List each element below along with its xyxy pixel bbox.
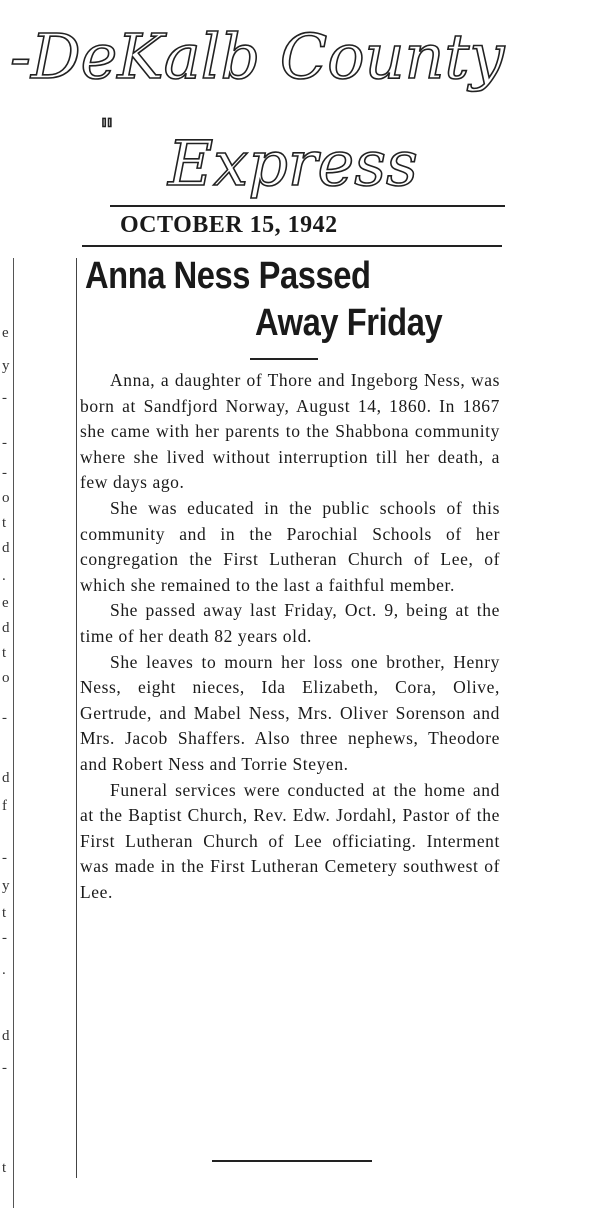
headline-line-1: Anna Ness Passed [85, 255, 371, 297]
fragment: d [2, 770, 10, 786]
handwritten-annotation [0, 0, 603, 200]
fragment: - [2, 390, 7, 406]
fragment: e [2, 325, 9, 341]
fragment: t [2, 905, 7, 921]
fragment: d [2, 540, 10, 556]
top-rule [110, 205, 505, 207]
date-rule [82, 245, 502, 247]
fragment: t [2, 645, 7, 661]
fragment: . [2, 568, 6, 584]
fragment: - [2, 1060, 7, 1076]
paragraph: Funeral services were conducted at the home and at the Baptist Church, Rev. Edw. Jordahl, Pastor of the First Lutheran Church of Lee officiating. Interment was made in the First Lutheran Cemetery southwest of Lee. [80, 779, 500, 902]
paragraph: She was educated in the public schools of this community and in the Parochial Schools of her congregation the First Lutheran Church of Lee, of which she remained to the last a faithful member. [80, 497, 500, 595]
article-body [80, 368, 500, 905]
fragment: e [2, 595, 9, 611]
fragment: - [2, 465, 7, 481]
fragment: - [2, 710, 7, 726]
fragment: - [2, 930, 7, 946]
column-rule [76, 258, 77, 1178]
ditto-mark: " [100, 113, 114, 148]
fragment: o [2, 670, 10, 686]
fragment: t [2, 515, 7, 531]
fragment: o [2, 490, 10, 506]
fragment: d [2, 620, 10, 636]
headline-line-2: Away Friday [255, 302, 443, 344]
fragment: y [2, 358, 10, 374]
fragment: y [2, 878, 10, 894]
fragment: f [2, 798, 7, 814]
paragraph: She leaves to mourn her loss one brother, Henry Ness, eight nieces, Ida Elizabeth, Cora, Olive, Gertrude, and Mabel Ness, Mrs. Oliver Sorenson and Mrs. Jacob Shaffers. Also three nephews, Theodore and Robert Ness and Torrie Steyen. [80, 651, 500, 774]
fragment: . [2, 962, 6, 978]
handwritten-line-2: Express [168, 127, 418, 200]
end-rule [212, 1160, 372, 1162]
handwritten-line-1: -DeKalb County [10, 20, 505, 93]
headline-rule [250, 358, 318, 360]
fragment: t [2, 1160, 7, 1176]
paragraph: Anna, a daughter of Thore and Ingeborg Ness, was born at Sandfjord Norway, August 14, 1860. In 1867 she came with her parents to the Shabbona community where she lived without interruption till her death, a few days ago. [80, 370, 500, 493]
fragment: - [2, 435, 7, 451]
date-heading: OCTOBER 15, 1942 [120, 212, 338, 238]
adjacent-column-fragments [0, 250, 22, 1210]
fragment: - [2, 850, 7, 866]
paragraph: She passed away last Friday, Oct. 9, being at the time of her death 82 years old. [80, 600, 500, 646]
fragment: d [2, 1028, 10, 1044]
